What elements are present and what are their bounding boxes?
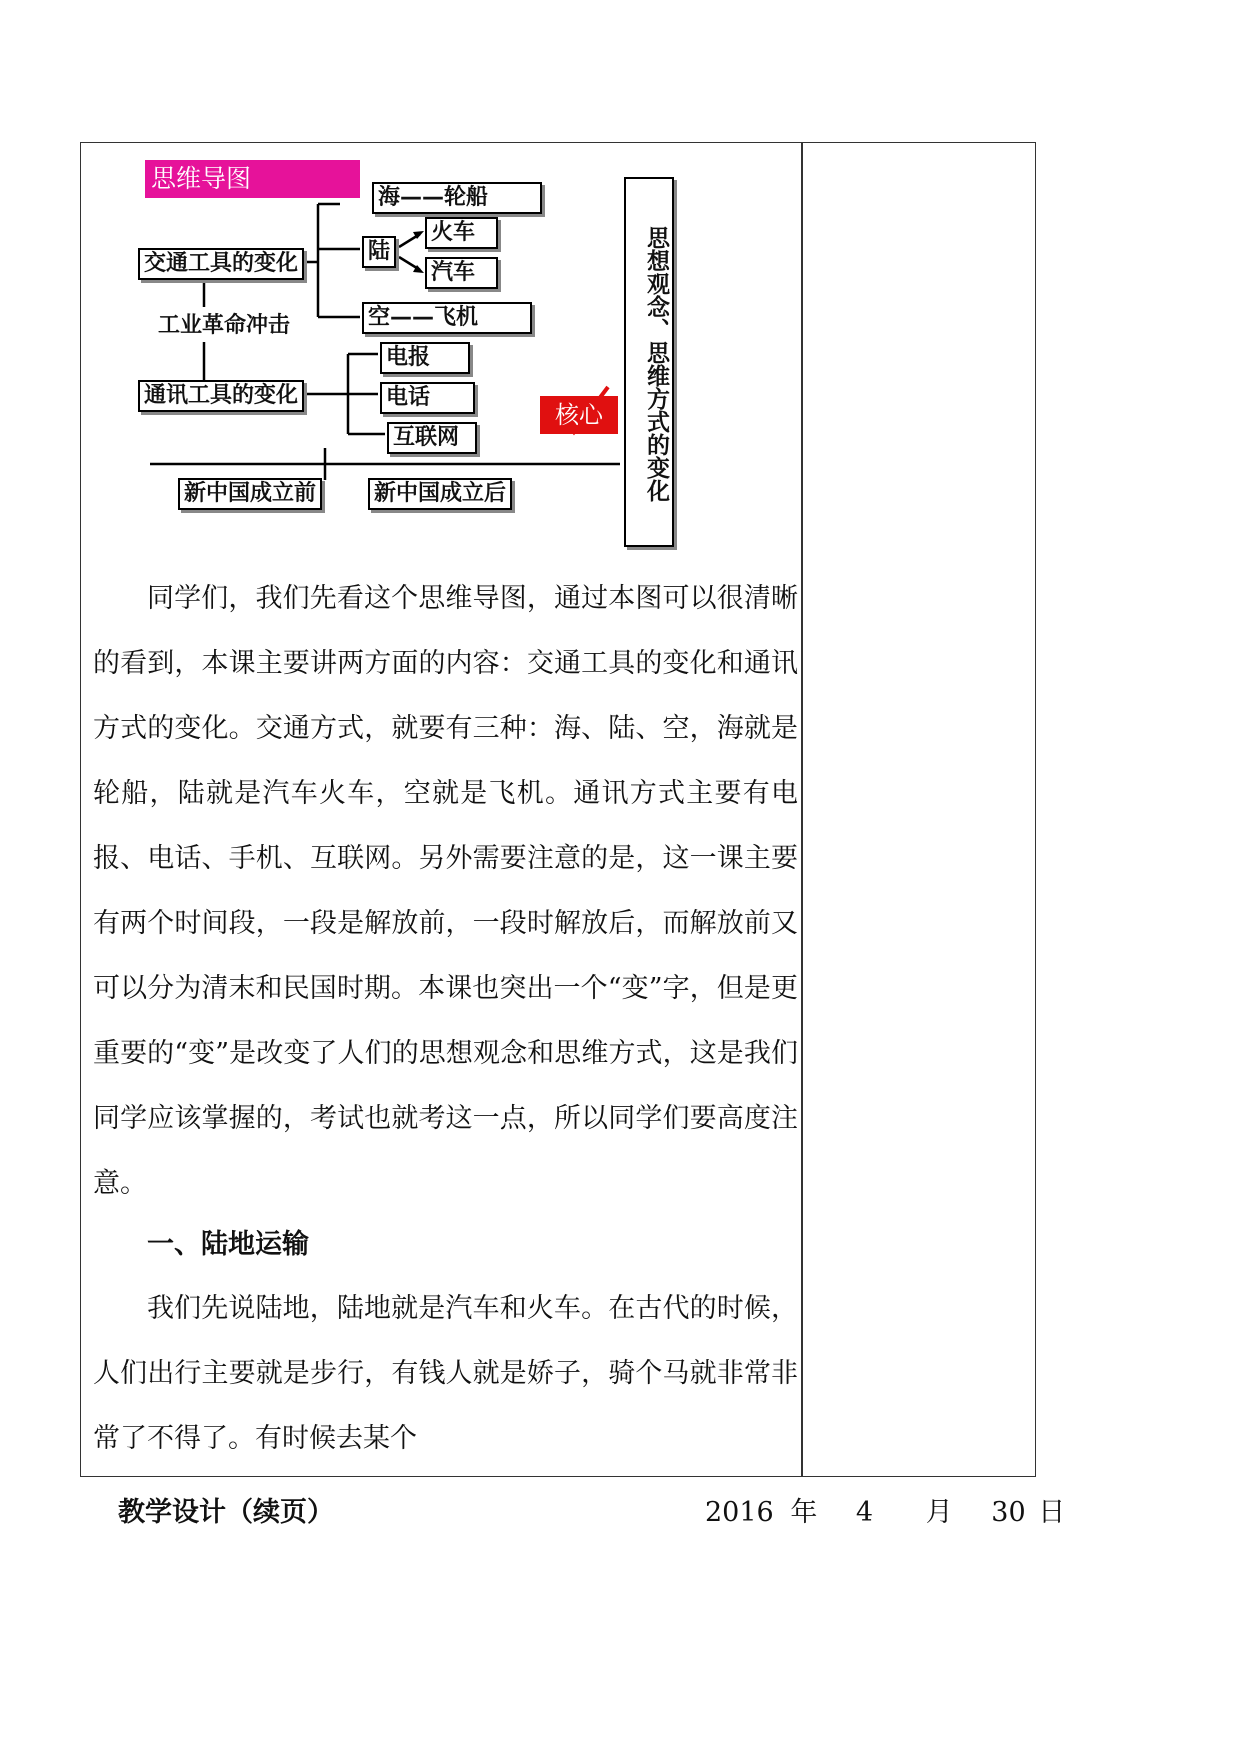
mind-map (80, 142, 800, 572)
node-communication: 通讯工具的变化 (138, 380, 304, 412)
footer-day: 30 (991, 1497, 1026, 1528)
footer-day-unit: 日 (1038, 1497, 1066, 1528)
node-air: 空——飞机 (362, 302, 532, 334)
paragraph-text: 同学们，我们先看这个思维导图，通过本图可以很清晰的看到，本课主要讲两方面的内容：交通工具的变化和通讯方式的变化。交通方式，就要有三种：海、陆、空，海就是轮船，陆就是汽车火车，空就是飞机。通讯方式主要有电报、电话、手机、互联网。另外需要注意的是，这一课主要有两个时间段，一段是解放前，一段时解放后，而解放前又可以分为清末和民国时期。本课也突出一个“变”字，但是更重要的“变”是改变了人们的思想观念和思维方式，这是我们同学应该掌握的，考试也就考这一点，所以同学们要高度注意。 (93, 583, 798, 1199)
footer-label: 教学设计（续页） (118, 1497, 334, 1528)
table-column-divider (801, 142, 803, 1477)
footer-month: 4 (855, 1497, 874, 1528)
core-label: 核心 (540, 396, 618, 434)
node-telephone: 电话 (380, 382, 475, 414)
node-transport: 交通工具的变化 (138, 248, 304, 280)
footer-date (705, 1490, 1065, 1529)
node-car: 汽车 (425, 257, 498, 289)
node-sea: 海——轮船 (372, 182, 542, 214)
node-thinking-change: 思想观念、思维方式的变化 (624, 177, 674, 547)
node-before-1949: 新中国成立前 (178, 478, 322, 510)
mindmap-title: 思维导图 (145, 160, 360, 198)
node-train: 火车 (425, 217, 498, 249)
section-heading: 一、陆地运输 (147, 1229, 309, 1260)
body-paragraph-1 (93, 566, 798, 1216)
node-land: 陆 (362, 236, 396, 268)
body-paragraph-2 (93, 1276, 798, 1471)
footer-year: 2016 (705, 1497, 774, 1528)
node-after-1949: 新中国成立后 (368, 478, 512, 510)
footer-year-unit: 年 (790, 1497, 818, 1528)
node-impact: 工业革命冲击 (158, 313, 291, 338)
node-telegraph: 电报 (380, 342, 470, 374)
paragraph-text: 我们先说陆地，陆地就是汽车和火车。在古代的时候，人们出行主要就是步行，有钱人就是娇子，骑个马就非常非常了不得了。有时候去某个 (93, 1293, 798, 1454)
node-internet: 互联网 (387, 422, 477, 454)
footer-month-unit: 月 (925, 1497, 953, 1528)
